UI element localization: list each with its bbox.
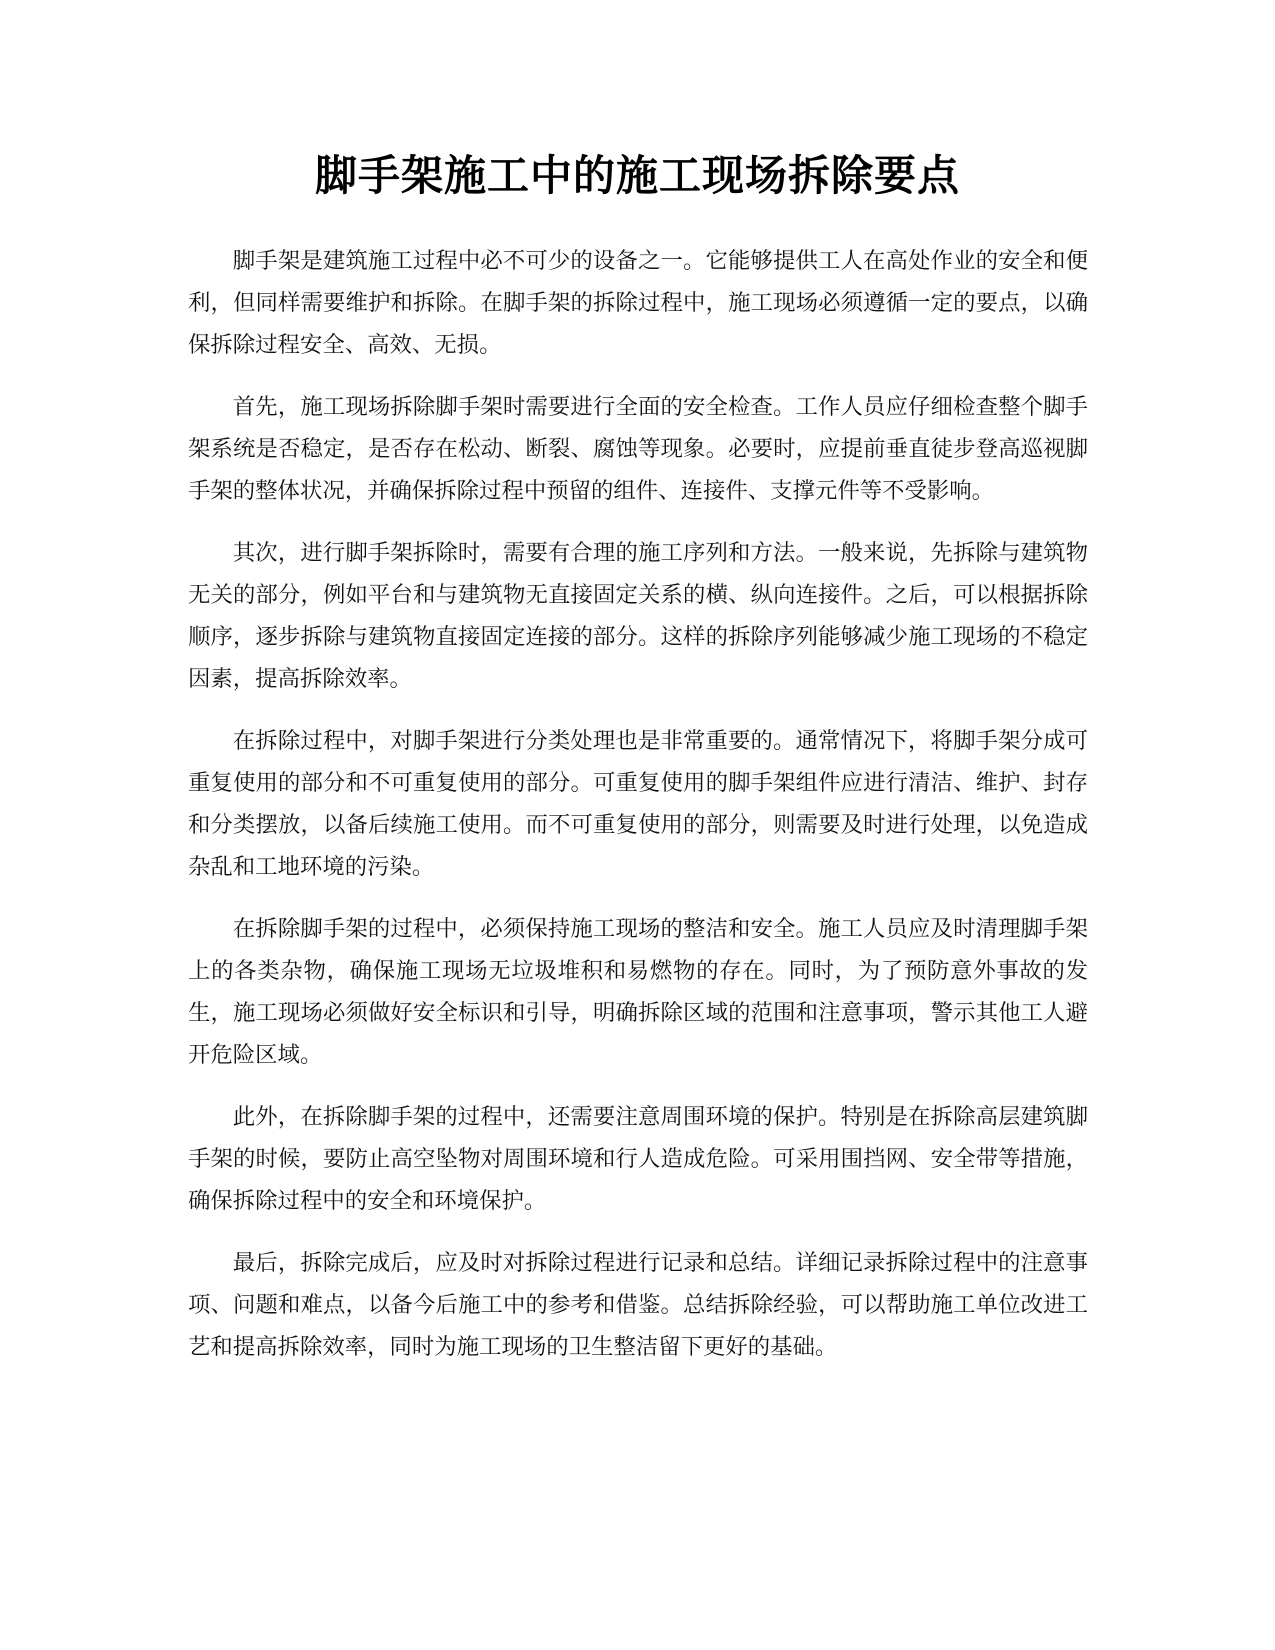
paragraph-summary: 最后，拆除完成后，应及时对拆除过程进行记录和总结。详细记录拆除过程中的注意事项、问题和难点，以备今后施工中的参考和借鉴。总结拆除经验，可以帮助施工单位改进工艺和提高拆除效率，同时为施工现场的卫生整洁留下更好的基础。 — [188, 1250, 1088, 1360]
paragraph-intro: 脚手架是建筑施工过程中必不可少的设备之一。它能够提供工人在高处作业的安全和便利，但同样需要维护和拆除。在脚手架的拆除过程中，施工现场必须遵循一定的要点，以确保拆除过程安全、高效、无损。 — [188, 248, 1088, 358]
document-title: 脚手架施工中的施工现场拆除要点 — [314, 151, 960, 200]
paragraph-dismantling-sequence: 其次，进行脚手架拆除时，需要有合理的施工序列和方法。一般来说，先拆除与建筑物无关的部分，例如平台和与建筑物无直接固定关系的横、纵向连接件。之后，可以根据拆除顺序，逐步拆除与建筑物直接固定连接的部分。这样的拆除序列能够减少施工现场的不稳定因素，提高拆除效率。 — [188, 540, 1088, 692]
document-body — [188, 240, 1088, 1388]
paragraph-environment-protection: 此外，在拆除脚手架的过程中，还需要注意周围环境的保护。特别是在拆除高层建筑脚手架的时候，要防止高空坠物对周围环境和行人造成危险。可采用围挡网、安全带等措施，确保拆除过程中的安全和环境保护。 — [188, 1104, 1088, 1214]
paragraph-site-cleanliness: 在拆除脚手架的过程中，必须保持施工现场的整洁和安全。施工人员应及时清理脚手架上的各类杂物，确保施工现场无垃圾堆积和易燃物的存在。同时，为了预防意外事故的发生，施工现场必须做好安全标识和引导，明确拆除区域的范围和注意事项，警示其他工人避开危险区域。 — [188, 916, 1088, 1068]
paragraph-safety-inspection: 首先，施工现场拆除脚手架时需要进行全面的安全检查。工作人员应仔细检查整个脚手架系统是否稳定，是否存在松动、断裂、腐蚀等现象。必要时，应提前垂直徒步登高巡视脚手架的整体状况，并确保拆除过程中预留的组件、连接件、支撑元件等不受影响。 — [188, 394, 1088, 504]
paragraph-classification: 在拆除过程中，对脚手架进行分类处理也是非常重要的。通常情况下，将脚手架分成可重复使用的部分和不可重复使用的部分。可重复使用的脚手架组件应进行清洁、维护、封存和分类摆放，以备后续施工使用。而不可重复使用的部分，则需要及时进行处理，以免造成杂乱和工地环境的污染。 — [188, 728, 1088, 880]
